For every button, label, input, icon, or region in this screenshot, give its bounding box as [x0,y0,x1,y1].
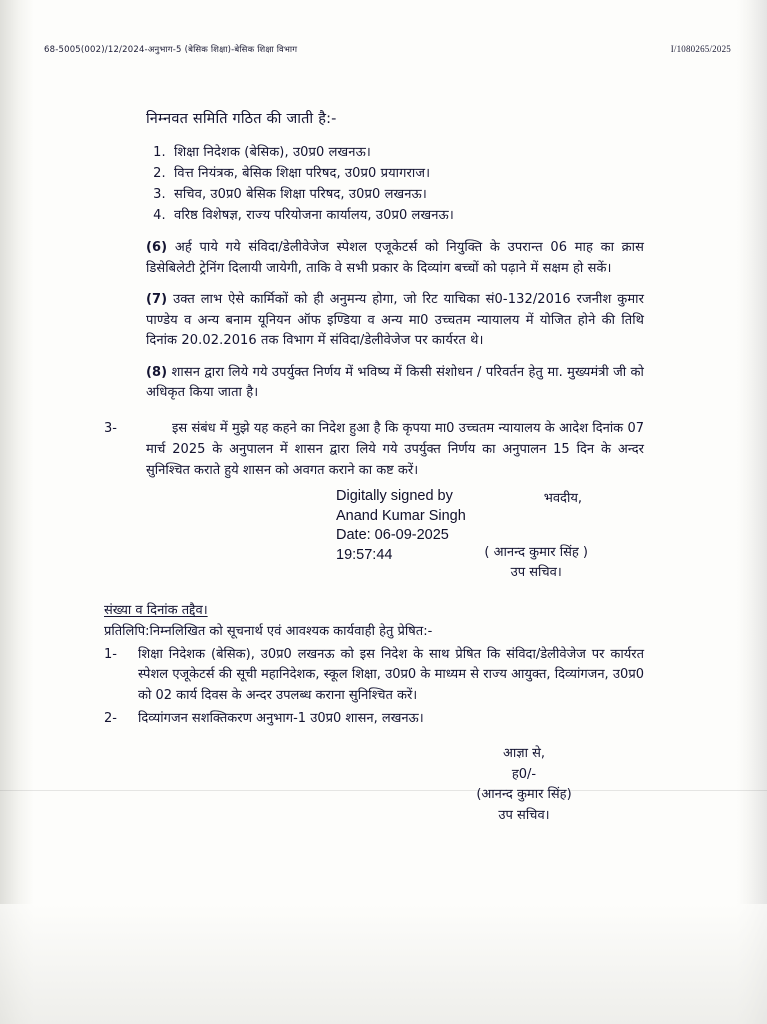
distribution-section [104,601,644,730]
list-item: 4. वरिष्ठ विशेषज्ञ, राज्य परियोजना कार्यालय, उ0प्र0 लखनऊ। [170,205,644,226]
section-3 [104,418,644,481]
signatory-details [484,543,588,583]
clause-number-8: (8) [146,364,168,380]
clause-paragraph-8 [104,363,644,404]
distribution-item-1 [104,645,644,707]
distribution-item-2-marker: 2- [104,711,117,727]
digital-signature-line-4: 19:57:44 [336,546,393,563]
closing-by-order: आज्ञा से, [502,745,546,761]
closing-signed-mark: ह0/- [511,766,537,782]
clause-paragraph-7 [104,290,644,352]
clause-text-6: अर्ह पाये गये संविदा/डेलीवेजेज स्पेशल एजूकेटर्स को नियुक्ति के उपरान्त 06 माह का क्रास डिसेबिलेटी ट्रेनिंग दिलायी जायेगी, ताकि वे सभी प्रकार के दिव्यांग बच्चों को पढ़ाने में सक्षम हो सकें। [146,240,645,276]
clause-number-7: (7) [146,292,168,308]
signature-block [104,487,644,595]
digital-signature-line-3: Date: 06-09-2025 [336,527,449,544]
signatory-designation: उप सचिव। [510,565,562,581]
scan-edge-shadow-left [0,0,34,1024]
clause-number-6: (6) [146,240,168,256]
committee-member-list [104,142,644,226]
document-body [104,108,644,827]
digital-signature-line-1: Digitally signed by [336,488,453,505]
closing-name: (आनन्द कुमार सिंह) [476,787,572,803]
distribution-item-2-text: दिव्यांगजन सशक्तिकरण अनुभाग-1 उ0प्र0 शासन, लखनऊ। [138,711,424,727]
header-file-reference: 68-5005(002)/12/2024-अनुभाग-5 (बेसिक शिक्षा)-बेसिक शिक्षा विभाग [44,45,298,55]
distribution-item-1-text: शिक्षा निदेशक (बेसिक), उ0प्र0 लखनऊ को इस निदेश के साथ प्रेषित कि संविदा/डेलीवेजेज पर कार्यरत स्पेशल एजूकेटर्स की सूची महानिदेशक, स्कूल शिक्षा, उ0प्र0 के माध्यम से राज्य आयुक्त, दिव्यांगजन, उ0प्र0 को 02 कार्य दिवस के अन्दर उपलब्ध कराना सुनिश्चित करें। [138,646,644,704]
list-item: 2. वित्त नियंत्रक, बेसिक शिक्षा परिषद, उ0प्र0 प्रयागराज। [170,163,644,184]
digital-signature-stamp [336,487,466,565]
closing-designation: उप सचिव। [498,808,550,824]
signatory-name: ( आनन्द कुमार सिंह ) [484,545,588,561]
list-item: 3. सचिव, उ0प्र0 बेसिक शिक्षा परिषद, उ0प्र0 लखनऊ। [170,184,644,205]
clause-text-8: शासन द्वारा लिये गये उपर्युक्त निर्णय में भविष्य में किसी संशोधन / परिवर्तन हेतु मा. मुख्यमंत्री जी को अधिकृत किया जाता है। [146,364,644,401]
scan-edge-shadow-bottom [0,904,767,1024]
page-header [44,44,731,55]
distribution-item-2 [104,709,644,730]
clause-text-7: उक्त लाभ ऐसे कार्मिकों को ही अनुमन्य होगा, जो रिट याचिका सं0-132/2016 रजनीश कुमार पाण्डेय व अन्य बनाम यूनियन ऑफ इण्डिया व अन्य मा0 उच्चतम न्यायालय में योजित होने की तिथि दिनांक 20.02.2016 तक विभाग में संविदा/डेलीवेजेज पर कार्यरत थे। [146,292,644,349]
copy-to-line: प्रतिलिपि:निम्नलिखित को सूचनार्थ एवं आवश्यक कार्यवाही हेतु प्रेषित:- [104,623,433,639]
clause-paragraph-6 [104,238,644,279]
header-document-id: I/1080265/2025 [670,44,731,54]
section-3-marker: 3- [104,420,117,436]
section-3-text: इस संबंध में मुझे यह कहने का निदेश हुआ है कि कृपया मा0 उच्चतम न्यायालय के आदेश दिनांक 07 मार्च 2025 के अनुपालन में शासन द्वारा लिये गये उपर्युक्त निर्णय का अनुपालन 15 दिन के अन्दर सुनिश्चित कराते हुये शासन को अवगत कराने का कष्ट करें। [146,420,644,478]
digital-signature-line-2: Anand Kumar Singh [336,507,466,524]
distribution-item-1-marker: 1- [104,646,117,662]
closing-signature-block [104,744,644,827]
scan-edge-shadow-right [737,0,767,1024]
reference-date-line: संख्या व दिनांक तद्दैव। [104,603,208,619]
signature-salutation: भवदीय, [543,491,582,507]
committee-intro-line: निम्नवत समिति गठित की जाती है:- [146,111,337,127]
list-item: 1. शिक्षा निदेशक (बेसिक), उ0प्र0 लखनऊ। [170,142,644,163]
